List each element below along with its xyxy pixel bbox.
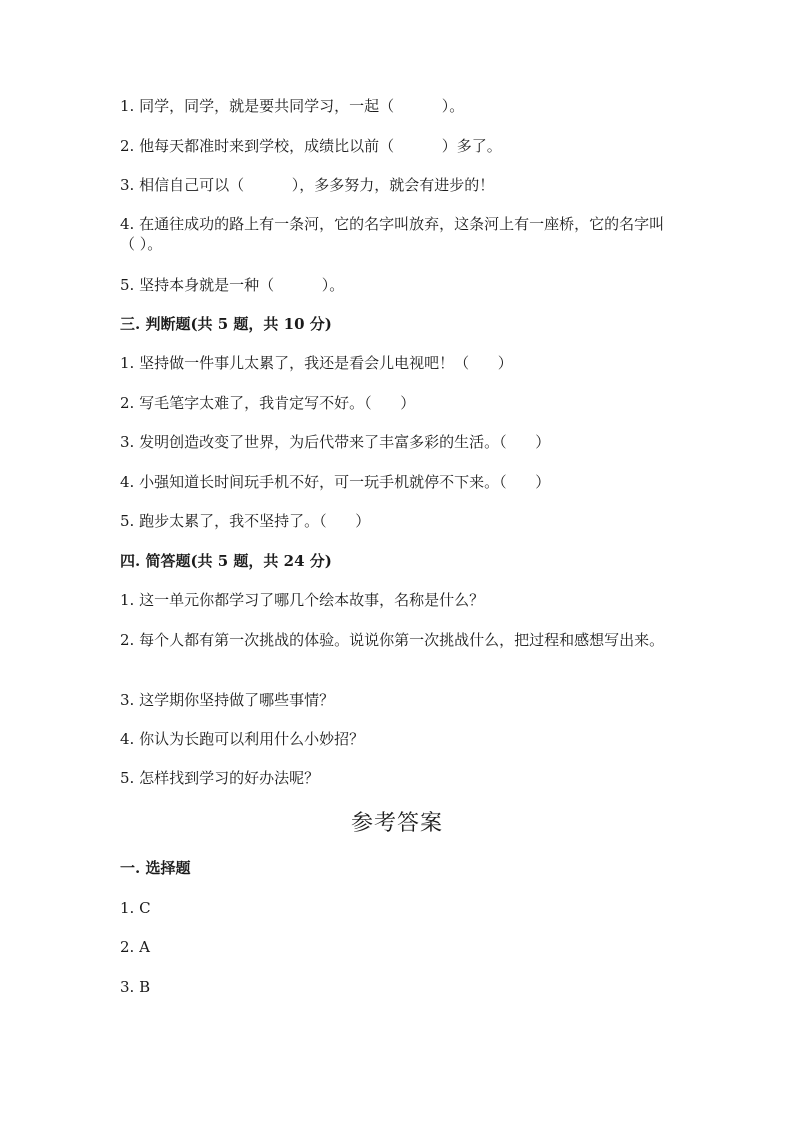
short-answer-item-4: 4. 你认为长跑可以利用什么小妙招？ <box>120 730 365 748</box>
fill-blank-item-5: 5. 坚持本身就是一种（ ）。 <box>120 276 345 294</box>
fill-blank-item-2: 2. 他每天都准时来到学校，成绩比以前（ ）多了。 <box>120 137 502 155</box>
short-answer-item-1: 1. 这一单元你都学习了哪几个绘本故事，名称是什么？ <box>120 591 485 609</box>
fill-blank-item-3: 3. 相信自己可以（ ），多多努力，就会有进步的！ <box>120 176 495 194</box>
answer-item-2: 2. A <box>120 938 150 956</box>
judge-item-3: 3. 发明创造改变了世界，为后代带来了丰富多彩的生活。（ ） <box>120 433 551 451</box>
short-answer-section-heading: 四. 简答题(共 5 题，共 24 分) <box>120 552 332 570</box>
short-answer-item-2: 2. 每个人都有第一次挑战的体验。说说你第一次挑战什么，把过程和感想写出来。 <box>120 631 665 649</box>
judge-item-4: 4. 小强知道长时间玩手机不好，可一玩手机就停不下来。（ ） <box>120 473 551 491</box>
short-answer-item-3: 3. 这学期你坚持做了哪些事情？ <box>120 691 335 709</box>
judge-item-2: 2. 写毛笔字太难了，我肯定写不好。（ ） <box>120 394 416 412</box>
fill-blank-item-1: 1. 同学，同学，就是要共同学习，一起（ ）。 <box>120 97 465 115</box>
answer-key-title: 参考答案 <box>350 811 443 836</box>
judge-item-5: 5. 跑步太累了，我不坚持了。（ ） <box>120 512 371 530</box>
answer-item-3: 3. B <box>120 978 151 996</box>
judge-section-heading: 三. 判断题(共 5 题，共 10 分) <box>120 315 332 333</box>
judge-item-1: 1. 坚持做一件事儿太累了，我还是看会儿电视吧！（ ） <box>120 354 513 372</box>
answer-item-1: 1. C <box>120 899 151 917</box>
fill-blank-item-4: 4. 在通往成功的路上有一条河，它的名字叫放弃，这条河上有一座桥，它的名字叫（ ）。 <box>120 215 665 253</box>
answer-section-heading: 一. 选择题 <box>120 859 191 877</box>
short-answer-item-5: 5. 怎样找到学习的好办法呢？ <box>120 769 320 787</box>
